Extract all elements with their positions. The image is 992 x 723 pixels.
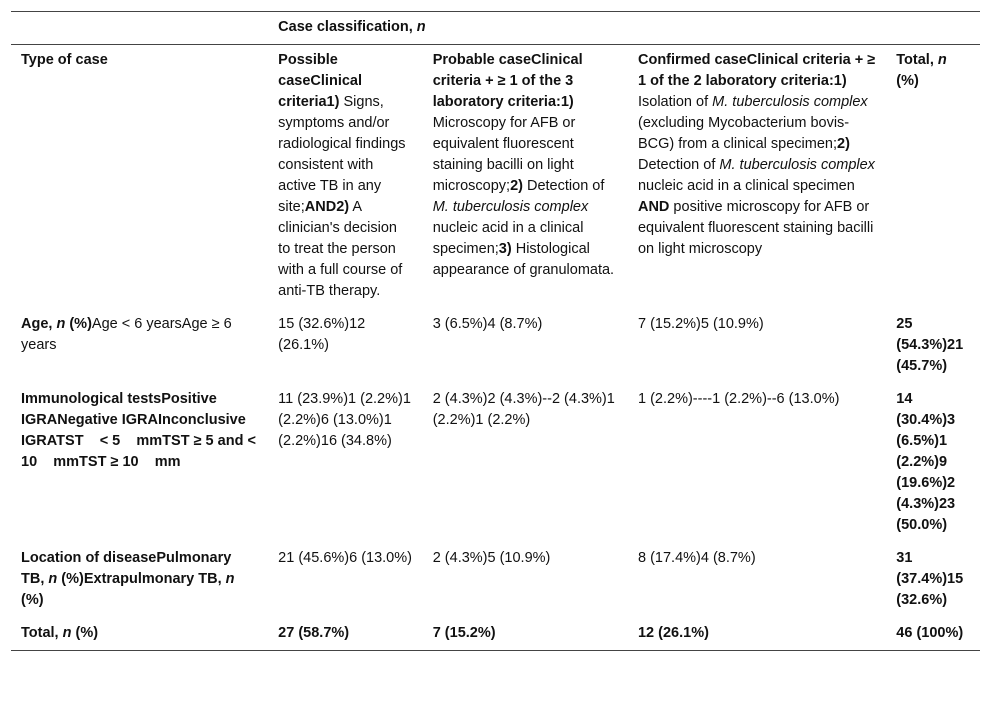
immunological-possible: 11 (23.9%)1 (2.2%)1 (2.2%)6 (13.0%)1 (2.2%)16 (34.8%): [278, 391, 411, 449]
location-possible: 21 (45.6%)6 (13.0%): [278, 550, 412, 566]
total-possible: 27 (58.7%): [268, 618, 423, 651]
location-probable: 2 (4.3%)5 (10.9%): [432, 550, 551, 566]
location-confirmed: 8 (17.4%)4 (8.7%): [637, 550, 756, 566]
total-confirmed: 12 (26.1%): [628, 618, 886, 651]
probable-case-header: Probable caseClinical criteria + ≥ 1 of the 3 laboratory criteria:1) Microscopy for AFB or equivalent fluorescent staining bacilli on light microscopy;2) Detection of M. tuberculosis complex nucleic acid in a clinical specimen;3) Histological appearance of granulomata.: [432, 52, 615, 278]
location-label: Location of diseasePulmonary TB, n (%)Extrapulmonary TB, n (%): [21, 550, 235, 608]
location-total: 31 (37.4%)15 (32.6%): [896, 550, 964, 608]
age-possible: 15 (32.6%)12 (26.1%): [278, 316, 366, 353]
case-classification-table: [11, 11, 980, 651]
confirmed-case-header: Confirmed caseClinical criteria + ≥ 1 of the 2 laboratory criteria:1) Isolation of M. tuberculosis complex (excluding Mycobacterium bovis-BCG) from a clinical specimen;2) Detection of M. tuberculosis complex nucleic acid in a clinical specimen AND positive microscopy for AFB or equivalent fluorescent staining bacilli on light microscopy: [637, 52, 876, 257]
table-row-immunological: [11, 384, 980, 543]
total-label: Total, n (%): [11, 618, 268, 651]
case-classification-header: Case classification, n: [268, 12, 980, 45]
column-header-row: [11, 45, 980, 310]
immunological-probable: 2 (4.3%)2 (4.3%)--2 (4.3%)1 (2.2%)1 (2.2%): [432, 391, 615, 428]
age-label: Age, n (%)Age < 6 yearsAge ≥ 6 years: [21, 316, 232, 353]
age-probable: 3 (6.5%)4 (8.7%): [432, 316, 543, 332]
total-probable: 7 (15.2%): [423, 618, 628, 651]
table-row-age: [11, 309, 980, 384]
header-group-row: [11, 12, 980, 45]
immunological-confirmed: 1 (2.2%)----1 (2.2%)--6 (13.0%): [637, 391, 840, 407]
type-of-case-header: Type of case: [21, 52, 108, 68]
total-total: 46 (100%): [886, 618, 980, 651]
immunological-label: Immunological testsPositive IGRANegative IGRAInconclusive IGRATST < 5 mmTST ≥ 5 and < 10 mmTST ≥ 10 mm: [21, 391, 256, 470]
total-header: Total, n (%): [896, 52, 947, 89]
age-total: 25 (54.3%)21 (45.7%): [896, 316, 964, 374]
table-row-location: [11, 543, 980, 618]
age-confirmed: 7 (15.2%)5 (10.9%): [637, 316, 764, 332]
header-empty-cell: [11, 12, 268, 45]
case-classification-table-container: [11, 11, 980, 651]
possible-case-header: Possible caseClinical criteria1) Signs, symptoms and/or radiological findings consistent with active TB in any site;AND2) A clinician's decision to treat the person with a full course of anti-TB therapy.: [278, 52, 406, 299]
immunological-total: 14 (30.4%)3 (6.5%)1 (2.2%)9 (19.6%)2 (4.3%)23 (50.0%): [896, 391, 956, 533]
table-row-total: [11, 618, 980, 651]
